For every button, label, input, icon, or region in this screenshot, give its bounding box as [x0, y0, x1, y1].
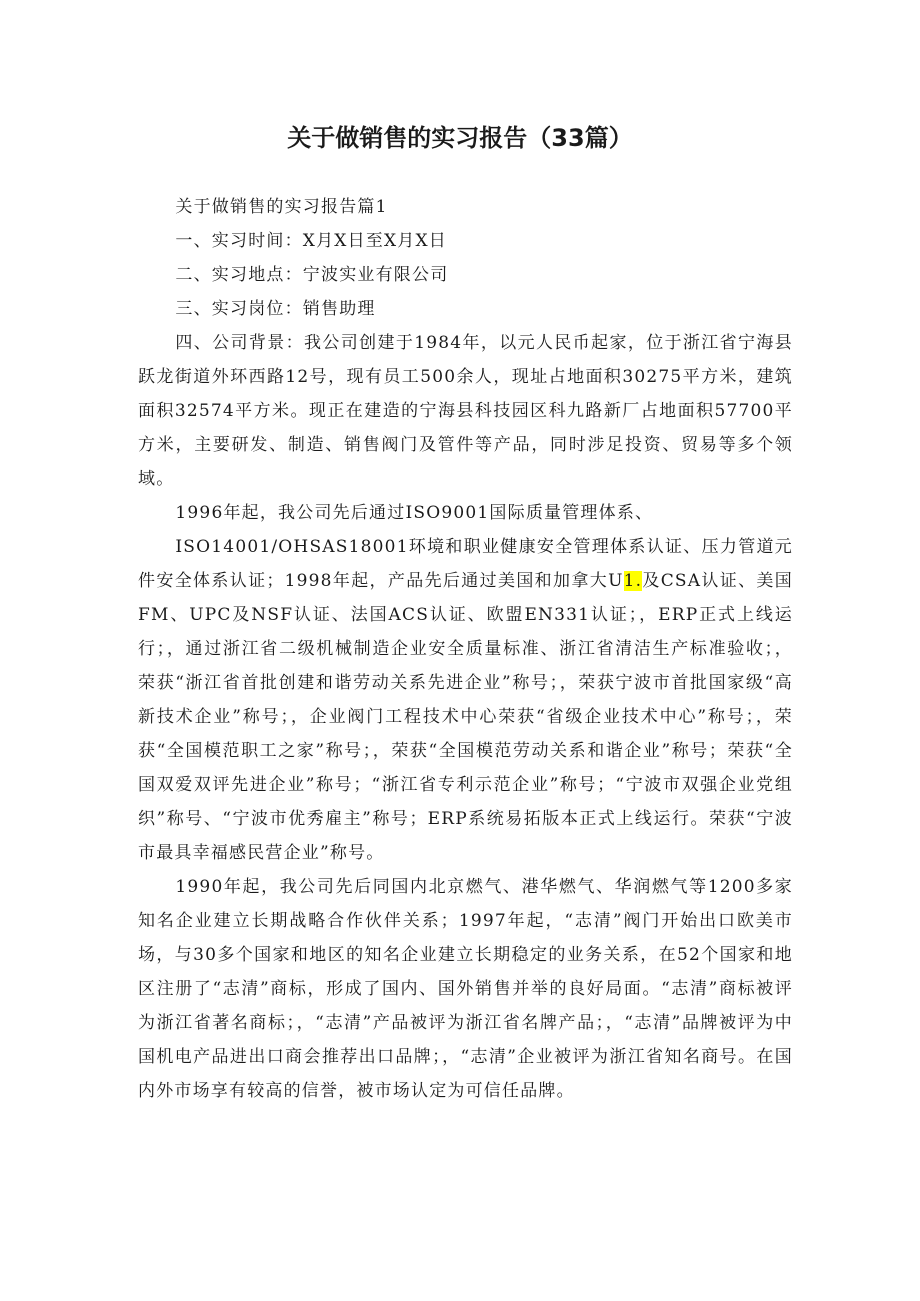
internship-position: 三、实习岗位：销售助理: [175, 299, 376, 319]
certification-intro-line: 1996年起，我公司先后通过ISO9001国际质量管理体系、: [175, 503, 654, 523]
document-title: 关于做销售的实习报告（33篇）: [287, 124, 633, 152]
certification-paragraph: [138, 530, 793, 870]
internship-location: 二、实习地点：宁波实业有限公司: [175, 265, 449, 285]
certification-text-a: ISO14001/OHSAS18001环境和职业健康安全管理体系认证、压力管道元件安全体系认证；1998年起，产品先后通过美国和加拿大U: [138, 537, 793, 591]
internship-time: 一、实习时间：X月X日至X月X日: [175, 231, 448, 251]
company-background-paragraph: 四、公司背景：我公司创建于1984年，以元人民币起家，位于浙江省宁海县跃龙街道外环西路12号，现有员工500余人，现址占地面积30275平方米，建筑面积32574平方米。现正在建造的宁海县科技园区科九路新厂占地面积57700平方米，主要研发、制造、销售阀门及管件等产品，同时涉足投资、贸易等多个领域。: [138, 333, 793, 489]
highlighted-text: 1.: [623, 571, 643, 591]
market-paragraph: 1990年起，我公司先后同国内北京燃气、港华燃气、华润燃气等1200多家知名企业建立长期战略合作伙伴关系；1997年起，“志清”阀门开始出口欧美市场，与30多个国家和地区的知名企业建立长期稳定的业务关系，在52个国家和地区注册了“志清”商标，形成了国内、国外销售并举的良好局面。“志清”商标被评为浙江省著名商标；，“志清”产品被评为浙江省名牌产品；，“志清”品牌被评为中国机电产品进出口商会推荐出口品牌；，“志清”企业被评为浙江省知名商号。在国内外市场享有较高的信誉，被市场认定为可信任品牌。: [138, 877, 793, 1101]
report-subtitle: 关于做销售的实习报告篇1: [175, 197, 388, 217]
document-body: [138, 190, 793, 1108]
certification-text-b: 及CSA认证、美国FM、UPC及NSF认证、法国ACS认证、欧盟EN331认证；，ERP正式上线运行；，通过浙江省二级机械制造企业安全质量标准、浙江省清洁生产标准验收；，荣获“浙江省首批创建和谐劳动关系先进企业”称号；，荣获宁波市首批国家级“高新技术企业”称号；，企业阀门工程技术中心荣获“省级企业技术中心”称号；，荣获“全国模范职工之家”称号；，荣获“全国模范劳动关系和谐企业”称号；荣获“全国双爱双评先进企业”称号；“浙江省专利示范企业”称号；“宁波市双强企业党组织”称号、“宁波市优秀雇主”称号；ERP系统易拓版本正式上线运行。荣获“宁波市最具幸福感民营企业”称号。: [138, 571, 793, 863]
